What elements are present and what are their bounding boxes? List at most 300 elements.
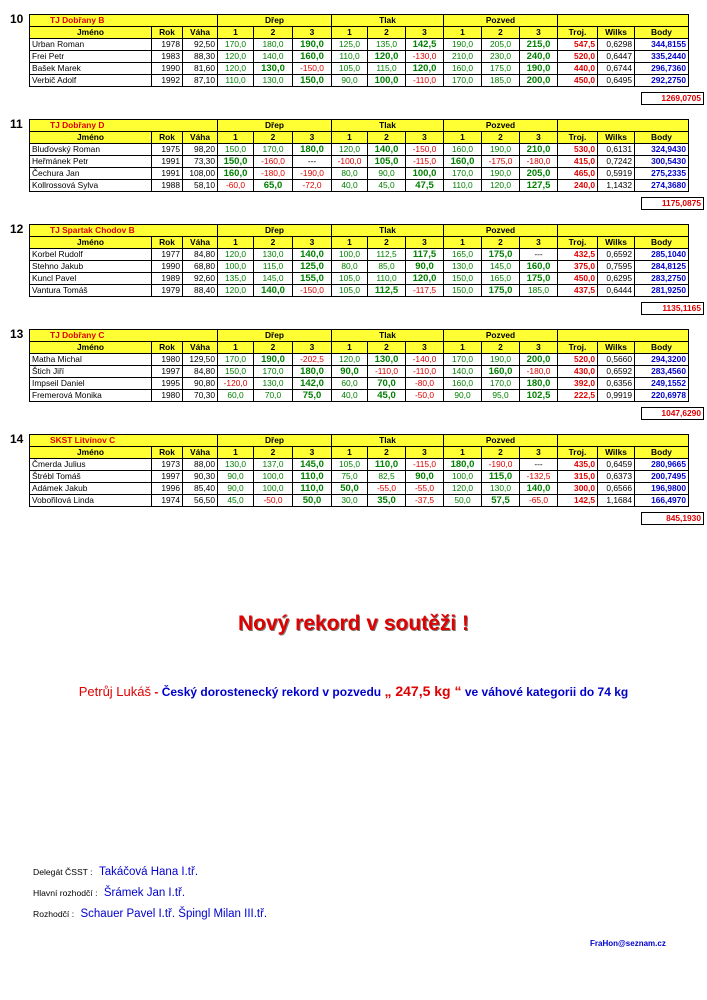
attempt-cell: 120,0 bbox=[218, 51, 254, 63]
team-header-row bbox=[30, 330, 689, 342]
attempt-cell: 190,0 bbox=[520, 63, 558, 75]
lifter-total: 435,0 bbox=[558, 459, 598, 471]
lifter-year: 1975 bbox=[152, 144, 183, 156]
attempt-cell: 140,0 bbox=[254, 51, 293, 63]
attempt-cell: 100,0 bbox=[332, 249, 368, 261]
col-attempt-1: 1 bbox=[444, 27, 482, 39]
attempt-cell: -130,0 bbox=[406, 51, 444, 63]
lifter-total: 465,0 bbox=[558, 168, 598, 180]
col-attempt-3: 3 bbox=[520, 237, 558, 249]
team-title: TJ Dobřany B bbox=[30, 15, 218, 27]
col-attempt-3: 3 bbox=[406, 447, 444, 459]
col-total: Troj. bbox=[558, 237, 598, 249]
attempt-cell: 140,0 bbox=[293, 249, 332, 261]
lifter-points: 296,7360 bbox=[635, 63, 689, 75]
attempt-cell: 100,0 bbox=[254, 483, 293, 495]
attempt-cell: 120,0 bbox=[482, 180, 520, 192]
attempt-cell: 100,0 bbox=[368, 75, 406, 87]
lifter-row bbox=[30, 261, 689, 273]
col-attempt-3: 3 bbox=[293, 132, 332, 144]
lifter-points: 166,4970 bbox=[635, 495, 689, 507]
attempt-cell: 240,0 bbox=[520, 51, 558, 63]
attempt-cell: 190,0 bbox=[482, 144, 520, 156]
attempt-cell: 160,0 bbox=[444, 378, 482, 390]
col-year: Rok bbox=[152, 27, 183, 39]
deadlift-header: Pozved bbox=[444, 330, 558, 342]
col-points: Body bbox=[635, 237, 689, 249]
lifter-weight: 88,00 bbox=[183, 459, 218, 471]
record-description: Český dorostenecký rekord v pozvedu bbox=[161, 685, 382, 699]
col-attempt-2: 2 bbox=[482, 132, 520, 144]
attempt-cell: 90,0 bbox=[332, 75, 368, 87]
col-wilks: Wilks bbox=[598, 132, 635, 144]
attempt-cell: -55,0 bbox=[406, 483, 444, 495]
col-attempt-2: 2 bbox=[368, 342, 406, 354]
lifter-wilks: 0,6592 bbox=[598, 249, 635, 261]
attempt-cell: 160,0 bbox=[482, 366, 520, 378]
attempt-cell: -180,0 bbox=[520, 366, 558, 378]
bench-header: Tlak bbox=[332, 225, 444, 237]
attempt-cell: 180,0 bbox=[520, 378, 558, 390]
lifter-row bbox=[30, 39, 689, 51]
lifter-year: 1977 bbox=[152, 249, 183, 261]
attempt-cell: 60,0 bbox=[218, 390, 254, 402]
attempt-cell: 115,0 bbox=[368, 63, 406, 75]
lifter-points: 274,3680 bbox=[635, 180, 689, 192]
lifter-weight: 88,30 bbox=[183, 51, 218, 63]
attempt-cell: 142,0 bbox=[293, 378, 332, 390]
col-attempt-3: 3 bbox=[293, 237, 332, 249]
lifter-row bbox=[30, 51, 689, 63]
lifter-name: Bašek Marek bbox=[30, 63, 152, 75]
attempt-cell: -110,0 bbox=[406, 366, 444, 378]
lifter-points: 285,1040 bbox=[635, 249, 689, 261]
lifter-name: Vobořilová Linda bbox=[30, 495, 152, 507]
record-line bbox=[0, 683, 707, 699]
attempt-cell: 125,0 bbox=[293, 261, 332, 273]
lifter-total: 450,0 bbox=[558, 75, 598, 87]
attempt-cell: 80,0 bbox=[332, 168, 368, 180]
team-header-row bbox=[30, 15, 689, 27]
attempt-cell: 160,0 bbox=[218, 168, 254, 180]
attempt-cell: 112,5 bbox=[368, 249, 406, 261]
team-header-row bbox=[30, 435, 689, 447]
lifter-weight: 84,80 bbox=[183, 249, 218, 261]
results-table bbox=[29, 329, 689, 402]
lifter-total: 440,0 bbox=[558, 63, 598, 75]
attempt-cell: 185,0 bbox=[520, 285, 558, 297]
col-wilks: Wilks bbox=[598, 447, 635, 459]
squat-header: Dřep bbox=[218, 225, 332, 237]
footer-email[interactable]: FraHon@seznam.cz bbox=[590, 939, 666, 948]
attempt-cell: 110,0 bbox=[218, 75, 254, 87]
bench-header: Tlak bbox=[332, 330, 444, 342]
lifter-year: 1979 bbox=[152, 285, 183, 297]
attempt-cell: -115,0 bbox=[406, 156, 444, 168]
attempt-cell: -150,0 bbox=[293, 285, 332, 297]
lifter-row bbox=[30, 168, 689, 180]
results-table bbox=[29, 14, 689, 87]
attempt-cell: 82,5 bbox=[368, 471, 406, 483]
lifter-wilks: 0,6444 bbox=[598, 285, 635, 297]
col-attempt-2: 2 bbox=[482, 237, 520, 249]
col-attempt-2: 2 bbox=[254, 447, 293, 459]
lifter-name: Matha Michal bbox=[30, 354, 152, 366]
lifter-points: 300,5430 bbox=[635, 156, 689, 168]
lifter-weight: 129,50 bbox=[183, 354, 218, 366]
lifter-row bbox=[30, 63, 689, 75]
team-number: 12 bbox=[10, 222, 24, 236]
col-attempt-1: 1 bbox=[218, 237, 254, 249]
col-attempt-2: 2 bbox=[254, 342, 293, 354]
column-header-row bbox=[30, 27, 689, 39]
col-attempt-2: 2 bbox=[482, 342, 520, 354]
lifter-weight: 58,10 bbox=[183, 180, 218, 192]
attempt-cell: 115,0 bbox=[254, 261, 293, 273]
attempt-cell: 215,0 bbox=[520, 39, 558, 51]
col-attempt-3: 3 bbox=[520, 447, 558, 459]
attempt-cell: 90,0 bbox=[368, 168, 406, 180]
lifter-wilks: 0,9919 bbox=[598, 390, 635, 402]
lifter-row bbox=[30, 180, 689, 192]
lifter-name: Vantura Tomáš bbox=[30, 285, 152, 297]
col-total: Troj. bbox=[558, 27, 598, 39]
col-wilks: Wilks bbox=[598, 27, 635, 39]
attempt-cell: 190,0 bbox=[444, 39, 482, 51]
lifter-wilks: 0,7595 bbox=[598, 261, 635, 273]
col-year: Rok bbox=[152, 132, 183, 144]
lifter-row bbox=[30, 156, 689, 168]
attempt-cell: 180,0 bbox=[254, 39, 293, 51]
attempt-cell: 140,0 bbox=[254, 285, 293, 297]
lifter-row bbox=[30, 459, 689, 471]
lifter-wilks: 0,6459 bbox=[598, 459, 635, 471]
attempt-cell: 150,0 bbox=[293, 75, 332, 87]
attempt-cell: -160,0 bbox=[254, 156, 293, 168]
lifter-wilks: 0,6447 bbox=[598, 51, 635, 63]
attempt-cell: -110,0 bbox=[368, 366, 406, 378]
bench-header: Tlak bbox=[332, 120, 444, 132]
attempt-cell: -60,0 bbox=[218, 180, 254, 192]
attempt-cell: 117,5 bbox=[406, 249, 444, 261]
attempt-cell: 75,0 bbox=[293, 390, 332, 402]
attempt-cell: 105,0 bbox=[332, 285, 368, 297]
attempt-cell: 200,0 bbox=[520, 75, 558, 87]
attempt-cell: -202,5 bbox=[293, 354, 332, 366]
team-title: SKST Litvínov C bbox=[30, 435, 218, 447]
lifter-year: 1989 bbox=[152, 273, 183, 285]
lifter-points: 281,9250 bbox=[635, 285, 689, 297]
col-attempt-1: 1 bbox=[218, 132, 254, 144]
lifter-total: 222,5 bbox=[558, 390, 598, 402]
attempt-cell: 45,0 bbox=[218, 495, 254, 507]
results-table bbox=[29, 119, 689, 192]
attempt-cell: 50,0 bbox=[332, 483, 368, 495]
attempt-cell: 40,0 bbox=[332, 390, 368, 402]
lifter-name: Kuncl Pavel bbox=[30, 273, 152, 285]
official-label: Delegát ČSST : bbox=[33, 867, 93, 877]
lifter-weight: 90,30 bbox=[183, 471, 218, 483]
lifter-year: 1996 bbox=[152, 483, 183, 495]
lifter-wilks: 0,6566 bbox=[598, 483, 635, 495]
attempt-cell: 142,5 bbox=[406, 39, 444, 51]
attempt-cell: 95,0 bbox=[482, 390, 520, 402]
lifter-weight: 73,30 bbox=[183, 156, 218, 168]
attempt-cell: 60,0 bbox=[332, 378, 368, 390]
attempt-cell: -37,5 bbox=[406, 495, 444, 507]
attempt-cell: 120,0 bbox=[368, 51, 406, 63]
lifter-row bbox=[30, 249, 689, 261]
attempt-cell: 120,0 bbox=[218, 63, 254, 75]
header-spacer bbox=[558, 120, 689, 132]
lifter-year: 1980 bbox=[152, 390, 183, 402]
header-spacer bbox=[558, 435, 689, 447]
attempt-cell: 175,0 bbox=[520, 273, 558, 285]
lifter-total: 432,5 bbox=[558, 249, 598, 261]
attempt-cell: 40,0 bbox=[332, 180, 368, 192]
attempt-cell: -110,0 bbox=[406, 75, 444, 87]
attempt-cell: 110,0 bbox=[444, 180, 482, 192]
attempt-cell: -132,5 bbox=[520, 471, 558, 483]
attempt-cell: -180,0 bbox=[520, 156, 558, 168]
attempt-cell: 70,0 bbox=[254, 390, 293, 402]
col-attempt-1: 1 bbox=[444, 132, 482, 144]
attempt-cell: 120,0 bbox=[444, 483, 482, 495]
attempt-cell: 190,0 bbox=[293, 39, 332, 51]
deadlift-header: Pozved bbox=[444, 435, 558, 447]
attempt-cell: 110,0 bbox=[368, 459, 406, 471]
col-name: Jméno bbox=[30, 237, 152, 249]
attempt-cell: 90,0 bbox=[218, 483, 254, 495]
attempt-cell: 150,0 bbox=[218, 156, 254, 168]
team-total-points: 1269,0705 bbox=[641, 92, 704, 105]
lifter-row bbox=[30, 354, 689, 366]
lifter-name: Štich Jiří bbox=[30, 366, 152, 378]
team-header-row bbox=[30, 225, 689, 237]
col-attempt-3: 3 bbox=[406, 132, 444, 144]
col-attempt-1: 1 bbox=[218, 447, 254, 459]
attempt-cell: 205,0 bbox=[520, 168, 558, 180]
col-attempt-2: 2 bbox=[368, 132, 406, 144]
lifter-year: 1973 bbox=[152, 459, 183, 471]
header-spacer bbox=[558, 330, 689, 342]
lifter-wilks: 0,6298 bbox=[598, 39, 635, 51]
lifter-row bbox=[30, 471, 689, 483]
attempt-cell: 50,0 bbox=[444, 495, 482, 507]
col-weight: Váha bbox=[183, 342, 218, 354]
attempt-cell: 130,0 bbox=[444, 261, 482, 273]
col-points: Body bbox=[635, 27, 689, 39]
lifter-name: Adámek Jakub bbox=[30, 483, 152, 495]
attempt-cell: 150,0 bbox=[444, 273, 482, 285]
attempt-cell: 170,0 bbox=[218, 354, 254, 366]
lifter-row bbox=[30, 390, 689, 402]
official-label: Hlavní rozhodčí : bbox=[33, 888, 98, 898]
col-attempt-2: 2 bbox=[368, 237, 406, 249]
attempt-cell: --- bbox=[293, 156, 332, 168]
bench-header: Tlak bbox=[332, 15, 444, 27]
lifter-year: 1978 bbox=[152, 39, 183, 51]
official-value: Schauer Pavel I.tř. Špingl Milan III.tř. bbox=[80, 908, 268, 920]
attempt-cell: 110,0 bbox=[368, 273, 406, 285]
lifter-total: 530,0 bbox=[558, 144, 598, 156]
lifter-wilks: 0,6373 bbox=[598, 471, 635, 483]
attempt-cell: 100,0 bbox=[254, 471, 293, 483]
col-attempt-3: 3 bbox=[293, 27, 332, 39]
lifter-name: Impseil Daniel bbox=[30, 378, 152, 390]
attempt-cell: 90,0 bbox=[218, 471, 254, 483]
lifter-total: 520,0 bbox=[558, 51, 598, 63]
lifter-year: 1988 bbox=[152, 180, 183, 192]
attempt-cell: 160,0 bbox=[444, 63, 482, 75]
squat-header: Dřep bbox=[218, 435, 332, 447]
attempt-cell: 45,0 bbox=[368, 390, 406, 402]
attempt-cell: 160,0 bbox=[444, 156, 482, 168]
attempt-cell: 140,0 bbox=[444, 366, 482, 378]
lifter-name: Stehno Jakub bbox=[30, 261, 152, 273]
lifter-weight: 87,10 bbox=[183, 75, 218, 87]
attempt-cell: 35,0 bbox=[368, 495, 406, 507]
attempt-cell: 150,0 bbox=[218, 144, 254, 156]
attempt-cell: 165,0 bbox=[482, 273, 520, 285]
attempt-cell: 185,0 bbox=[482, 75, 520, 87]
lifter-total: 520,0 bbox=[558, 354, 598, 366]
attempt-cell: 155,0 bbox=[293, 273, 332, 285]
attempt-cell: 175,0 bbox=[482, 249, 520, 261]
attempt-cell: 190,0 bbox=[482, 354, 520, 366]
lifter-weight: 98,20 bbox=[183, 144, 218, 156]
attempt-cell: -65,0 bbox=[520, 495, 558, 507]
team-title: TJ Dobřany D bbox=[30, 120, 218, 132]
attempt-cell: 57,5 bbox=[482, 495, 520, 507]
attempt-cell: 120,0 bbox=[332, 354, 368, 366]
col-attempt-2: 2 bbox=[482, 27, 520, 39]
attempt-cell: 90,0 bbox=[444, 390, 482, 402]
lifter-weight: 88,40 bbox=[183, 285, 218, 297]
lifter-total: 430,0 bbox=[558, 366, 598, 378]
attempt-cell: 170,0 bbox=[444, 354, 482, 366]
col-year: Rok bbox=[152, 342, 183, 354]
team-total-points: 1135,1165 bbox=[641, 302, 704, 315]
attempt-cell: 90,0 bbox=[332, 366, 368, 378]
lifter-row bbox=[30, 378, 689, 390]
col-year: Rok bbox=[152, 237, 183, 249]
lifter-row bbox=[30, 285, 689, 297]
deadlift-header: Pozved bbox=[444, 120, 558, 132]
lifter-wilks: 0,6592 bbox=[598, 366, 635, 378]
col-total: Troj. bbox=[558, 447, 598, 459]
col-name: Jméno bbox=[30, 132, 152, 144]
attempt-cell: 105,0 bbox=[332, 273, 368, 285]
attempt-cell: 180,0 bbox=[293, 144, 332, 156]
attempt-cell: 160,0 bbox=[444, 144, 482, 156]
attempt-cell: 105,0 bbox=[368, 156, 406, 168]
attempt-cell: -150,0 bbox=[406, 144, 444, 156]
lifter-total: 392,0 bbox=[558, 378, 598, 390]
attempt-cell: 120,0 bbox=[332, 144, 368, 156]
col-attempt-2: 2 bbox=[482, 447, 520, 459]
official-referees bbox=[33, 908, 267, 920]
attempt-cell: 230,0 bbox=[482, 51, 520, 63]
column-header-row bbox=[30, 342, 689, 354]
bench-header: Tlak bbox=[332, 435, 444, 447]
team-number: 13 bbox=[10, 327, 24, 341]
lifter-name: Heřmánek Petr bbox=[30, 156, 152, 168]
lifter-points: 284,8125 bbox=[635, 261, 689, 273]
col-weight: Váha bbox=[183, 27, 218, 39]
attempt-cell: 130,0 bbox=[254, 75, 293, 87]
attempt-cell: 70,0 bbox=[368, 378, 406, 390]
lifter-total: 300,0 bbox=[558, 483, 598, 495]
column-header-row bbox=[30, 447, 689, 459]
official-delegate bbox=[33, 866, 198, 878]
official-value: Takáčová Hana I.tř. bbox=[98, 866, 199, 878]
attempt-cell: -80,0 bbox=[406, 378, 444, 390]
lifter-weight: 68,80 bbox=[183, 261, 218, 273]
attempt-cell: 115,0 bbox=[482, 471, 520, 483]
attempt-cell: 80,0 bbox=[332, 261, 368, 273]
column-header-row bbox=[30, 132, 689, 144]
attempt-cell: 105,0 bbox=[332, 459, 368, 471]
lifter-wilks: 0,5660 bbox=[598, 354, 635, 366]
col-attempt-2: 2 bbox=[368, 447, 406, 459]
attempt-cell: 170,0 bbox=[218, 39, 254, 51]
lifter-year: 1990 bbox=[152, 63, 183, 75]
lifter-points: 283,2750 bbox=[635, 273, 689, 285]
attempt-cell: 100,0 bbox=[218, 261, 254, 273]
lifter-weight: 90,80 bbox=[183, 378, 218, 390]
team-title: TJ Spartak Chodov B bbox=[30, 225, 218, 237]
lifter-year: 1983 bbox=[152, 51, 183, 63]
col-attempt-3: 3 bbox=[520, 132, 558, 144]
column-header-row bbox=[30, 237, 689, 249]
results-table bbox=[29, 224, 689, 297]
col-name: Jméno bbox=[30, 342, 152, 354]
attempt-cell: 140,0 bbox=[520, 483, 558, 495]
attempt-cell: 130,0 bbox=[254, 249, 293, 261]
lifter-wilks: 1,1432 bbox=[598, 180, 635, 192]
col-attempt-3: 3 bbox=[520, 27, 558, 39]
attempt-cell: -190,0 bbox=[482, 459, 520, 471]
team-number: 14 bbox=[10, 432, 24, 446]
attempt-cell: 190,0 bbox=[254, 354, 293, 366]
col-attempt-1: 1 bbox=[444, 237, 482, 249]
official-label: Rozhodčí : bbox=[33, 909, 75, 919]
col-attempt-1: 1 bbox=[218, 342, 254, 354]
attempt-cell: 110,0 bbox=[293, 471, 332, 483]
attempt-cell: 105,0 bbox=[332, 63, 368, 75]
lifter-wilks: 0,5919 bbox=[598, 168, 635, 180]
lifter-year: 1995 bbox=[152, 378, 183, 390]
col-attempt-3: 3 bbox=[406, 27, 444, 39]
col-name: Jméno bbox=[30, 27, 152, 39]
attempt-cell: 130,0 bbox=[368, 354, 406, 366]
lifter-total: 240,0 bbox=[558, 180, 598, 192]
col-attempt-1: 1 bbox=[332, 342, 368, 354]
squat-header: Dřep bbox=[218, 120, 332, 132]
lifter-total: 375,0 bbox=[558, 261, 598, 273]
attempt-cell: -55,0 bbox=[368, 483, 406, 495]
results-table bbox=[29, 434, 689, 507]
col-weight: Váha bbox=[183, 132, 218, 144]
lifter-name: Urban Roman bbox=[30, 39, 152, 51]
lifter-total: 547,5 bbox=[558, 39, 598, 51]
attempt-cell: 170,0 bbox=[254, 144, 293, 156]
lifter-wilks: 0,6295 bbox=[598, 273, 635, 285]
attempt-cell: 120,0 bbox=[406, 63, 444, 75]
attempt-cell: -150,0 bbox=[293, 63, 332, 75]
col-attempt-1: 1 bbox=[218, 27, 254, 39]
